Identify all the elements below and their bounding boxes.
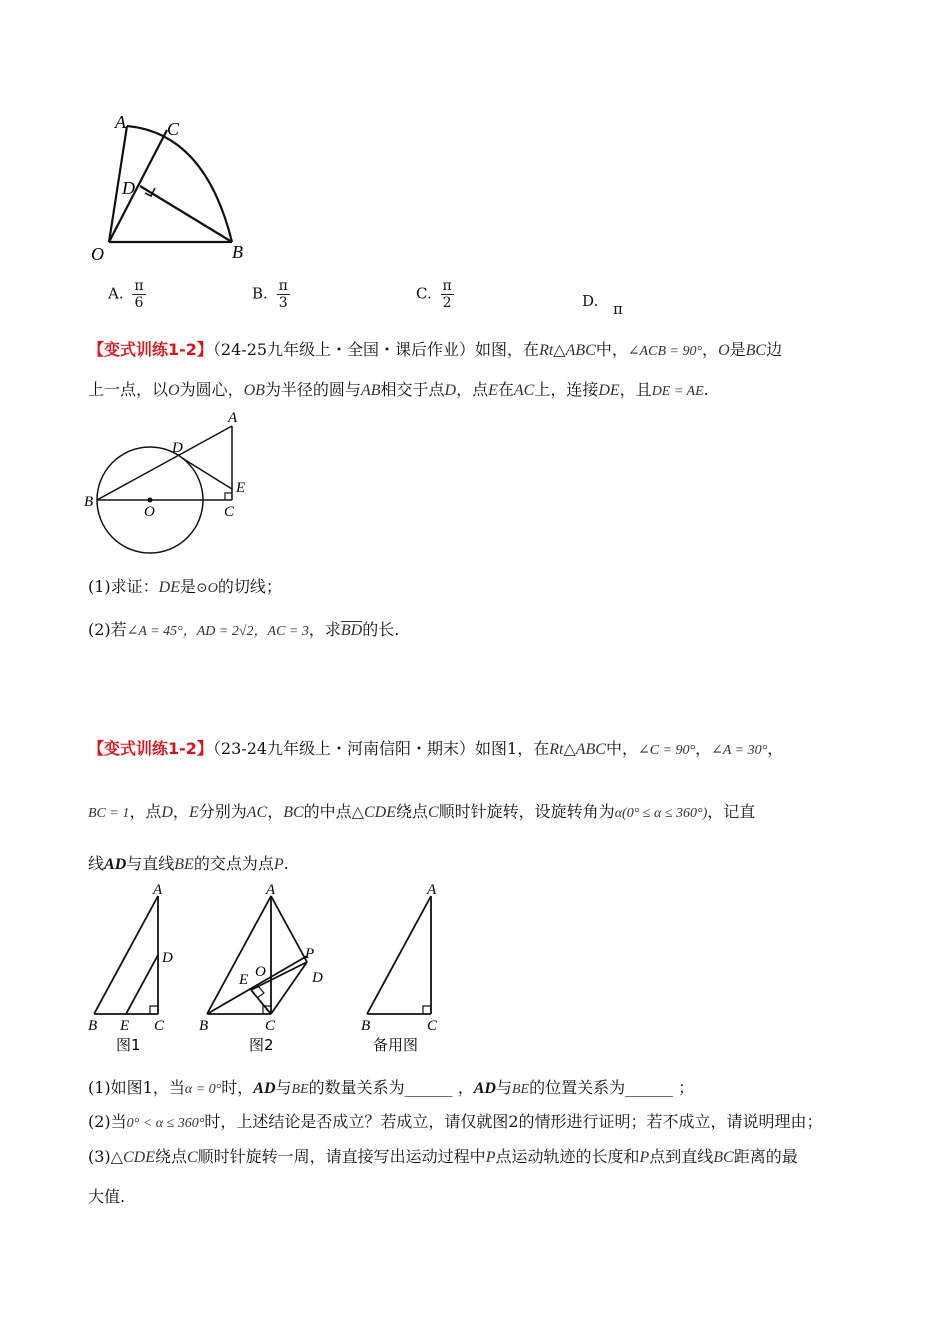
label-A: A	[153, 882, 163, 898]
label-E: E	[239, 972, 249, 988]
figure-backup	[355, 880, 455, 1055]
label-B: B	[88, 1018, 98, 1034]
caption: 图1	[116, 1036, 141, 1054]
problem1-line1: 【变式训练1-2】（24-25九年级上・全国・课后作业）如图，在Rt△ABC中，∠ACB = 90°，O是BC边	[88, 340, 783, 359]
fraction: $\frac{\pi}{2}$	[442, 278, 452, 311]
label-D: D	[122, 178, 135, 198]
label-O: O	[144, 504, 155, 520]
problem2-line3: 线AD与直线BE的交点为点P.	[88, 854, 289, 873]
label-E: E	[120, 1018, 130, 1034]
circle-figure	[82, 406, 252, 556]
problem1-q1: (1)求证：DE是⊙O的切线；	[88, 577, 282, 596]
fraction: $\frac{\pi}{6}$	[134, 278, 144, 311]
problem2-q3-cont: 大值.	[88, 1187, 126, 1206]
label-O: O	[91, 244, 104, 264]
problem1-line2: 上一点，以O为圆心，OB为半径的圆与AB相交于点D，点E在AC上，连接DE，且DE = AE.	[88, 380, 709, 399]
problem2-q1: (1)如图1，当α = 0°时，AD与BE的数量关系为______ ，AD与BE的位置关系为______ ；	[88, 1078, 695, 1097]
label-P: P	[305, 946, 315, 962]
caption: 备用图	[373, 1036, 419, 1054]
figure-2	[195, 880, 345, 1055]
label-B: B	[84, 494, 94, 510]
label-C: C	[265, 1018, 276, 1034]
problem-tag: 【变式训练1-2】	[88, 739, 213, 758]
sector-figure	[85, 108, 255, 268]
label-D: D	[172, 440, 183, 456]
label-O: O	[255, 964, 266, 980]
label-E: E	[236, 480, 246, 496]
problem2-q2: (2)当0° < α ≤ 360°时，上述结论是否成立？若成立，请仅就图2的情形进行证明；若不成立，请说明理由；	[88, 1112, 823, 1131]
choice-c[interactable]: C. $\frac{\pi}{2}$	[416, 278, 452, 311]
choice-b[interactable]: B. $\frac{\pi}{3}$	[252, 278, 288, 311]
label-C: C	[427, 1018, 438, 1034]
label-D: D	[162, 950, 173, 966]
problem-tag: 【变式训练1-2】	[88, 340, 213, 359]
figure-1	[82, 880, 182, 1055]
caption: 图2	[249, 1036, 274, 1054]
choice-a[interactable]: A. $\frac{\pi}{6}$	[108, 278, 144, 311]
label-C: C	[224, 504, 235, 520]
label-B: B	[232, 242, 243, 262]
problem2-line2: BC = 1，点D，E分别为AC，BC的中点△CDE绕点C顺时针旋转，设旋转角为α(0° ≤ α ≤ 360°)，记直	[88, 802, 756, 821]
label-C: C	[154, 1018, 165, 1034]
label-A: A	[427, 882, 437, 898]
fraction: $\frac{\pi}{3}$	[278, 278, 288, 311]
choice-d[interactable]: D. π	[582, 292, 623, 318]
label-B: B	[199, 1018, 209, 1034]
label-A: A	[228, 410, 238, 426]
problem2-q3: (3)△CDE绕点C顺时针旋转一周，请直接写出运动过程中P点运动轨迹的长度和P点到直线BC距离的最	[88, 1147, 798, 1166]
label-C: C	[167, 119, 180, 139]
label-A: A	[115, 112, 126, 132]
problem2-line1: 【变式训练1-2】（23-24九年级上・河南信阳・期末）如图1，在Rt△ABC中，∠C = 90°，∠A = 30°，	[88, 739, 784, 758]
problem1-q2: (2)若∠A = 45°，AD = 2√2，AC = 3，求$\overline{BD}$的长.	[88, 620, 400, 639]
label-D: D	[312, 970, 323, 986]
label-A: A	[266, 882, 276, 898]
label-B: B	[361, 1018, 371, 1034]
